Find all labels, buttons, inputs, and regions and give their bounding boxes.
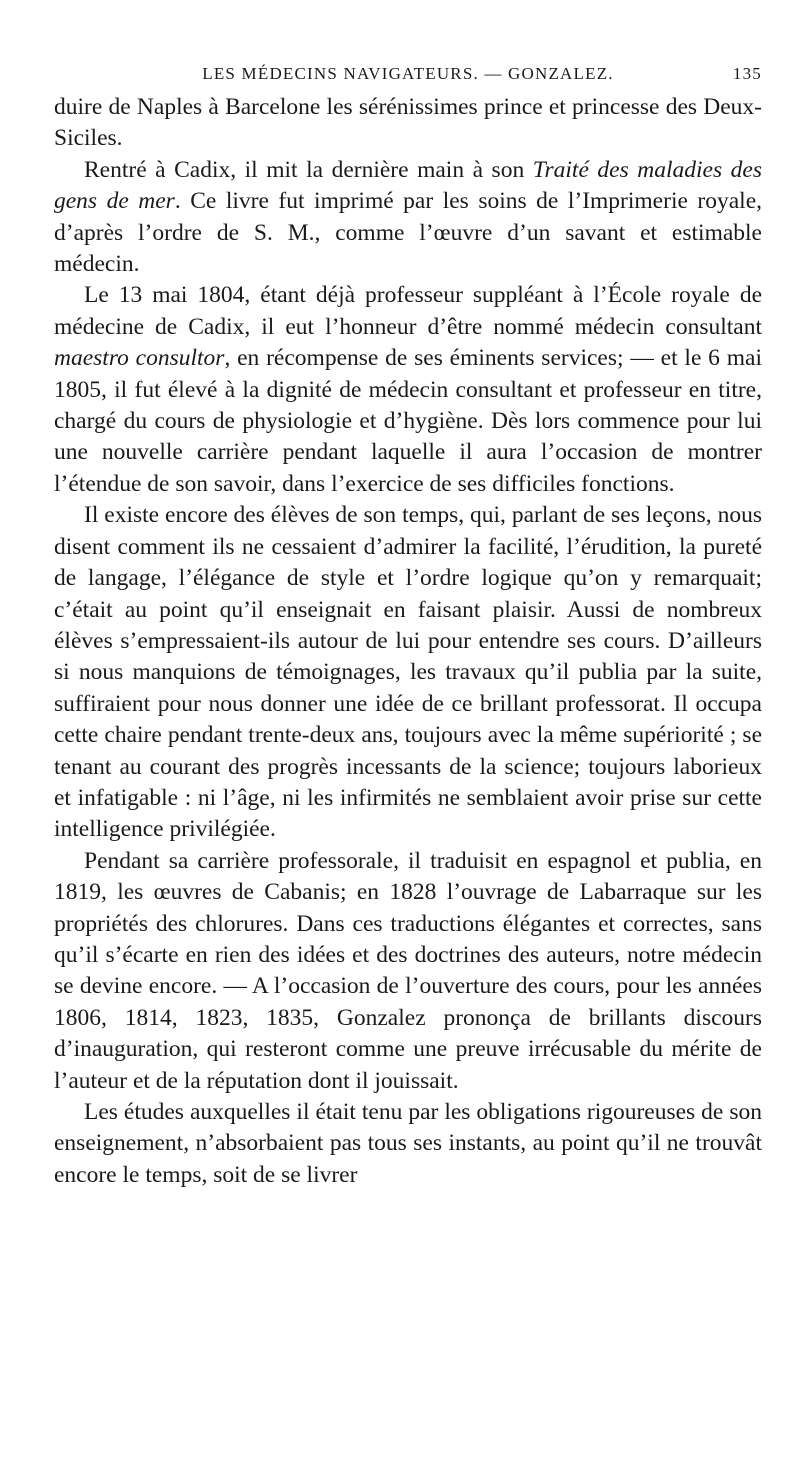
paragraph [54,155,762,281]
italic-title: Traité des maladies des gens de mer [54,156,762,215]
text-run: Il existe encore des élèves de son temps, qui, parlant de ses leçons, nous disent comment ils ne cessaient d’admirer la facilité, l’érudition, la pureté de langage, l’élégance de style et l’ordre logique qu’on y remarquait; c’était au point qu’il enseignait en faisant plaisir. Aussi de nombreux élèves s’empressaient-ils autour de lui pour entendre ses cours. D’ailleurs si nous manquions de témoignages, les travaux qu’il publia par la suite, suffiraient pour nous donner une idée de ce brillant professorat. Il occupa cette chaire pendant trente-deux ans, toujours avec la même supériorité ; se tenant au courant des progrès incessants de la science; toujours laborieux et infatigable : ni l’âge, ni les infirmités ne semblaient avoir prise sur cette intelligence privilégiée. [54,502,762,843]
text-run: Le 13 mai 1804, étant déjà professeur suppléant à l’École royale de médecine de Cadix, il eut l’honneur d’être nommé médecin consultant [54,282,762,340]
italic-title: maestro consultor [54,345,225,372]
text-run: , en récompense de ses éminents services; — et le 6 mai 1805, il fut élevé à la dignité de médecin consultant et professeur en titre, chargé du cours de physiologie et d’hygiène. Dès lors commence pour lui une nouvelle carrière pendant laquelle il aura l’occasion de montrer l’étendue de son savoir, dans l’exercice de ses difficiles fonctions. [54,345,762,497]
paragraph [54,1097,762,1191]
paragraph [54,280,762,500]
text-run: Rentré à Cadix, il mit la dernière main à son [84,156,533,183]
paragraph [54,846,762,1097]
running-header [54,58,762,92]
paragraph [54,500,762,845]
text-run: Pendant sa carrière professorale, il traduisit en espagnol et publia, en 1819, les œuvres de Cabanis; en 1828 l’ouvrage de Labarraque sur les propriétés des chlorures. Dans ces traductions élégantes et correctes, sans qu’il s’écarte en rien des idées et des doctrines des auteurs, notre médecin se devine encore. — A l’occasion de l’ouverture des cours, pour les années 1806, 1814, 1823, 1835, Gonzalez prononça de brillants discours d’inauguration, qui resteront comme une preuve irrécusable du mérite de l’auteur et de la réputation dont il jouissait. [54,847,762,1094]
text-run: Les études auxquelles il était tenu par les obligations rigoureuses de son enseignement, n’absorbaient pas tous ses instants, au point qu’il ne trouvât encore le temps, soit de se livrer [54,1099,762,1188]
running-title: LES MÉDECINS NAVIGATEURS. — GONZALEZ. [202,64,614,83]
text-run: duire de Naples à Barcelone les sérénissimes prince et princesse des Deux-Siciles. [54,94,762,152]
text-run: . Ce livre fut imprimé par les soins de l’Imprimerie royale, d’après l’ordre de S. M., comme l’œuvre d’un savant et estimable médecin. [54,188,763,278]
paragraph [54,92,762,155]
body-text [54,92,762,1191]
book-page [54,58,762,1191]
page-number: 135 [732,64,762,83]
